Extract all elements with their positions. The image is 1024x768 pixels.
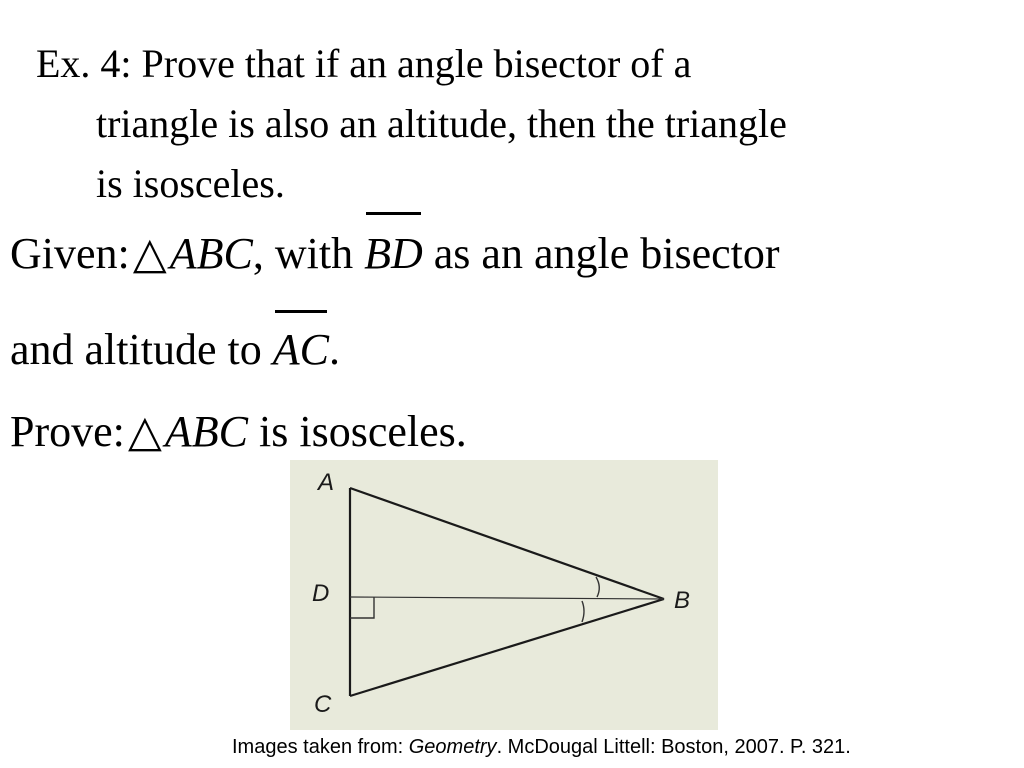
given-triangle: ABC (169, 229, 253, 278)
caption-rest: . McDougal Littell: Boston, 2007. P. 321. (496, 736, 851, 758)
prove-line (10, 407, 467, 456)
triangle-symbol: △ (132, 229, 167, 278)
caption-book-title: Geometry (408, 736, 497, 758)
segment-bd (364, 229, 423, 278)
segment-bd-label: BD (364, 229, 423, 278)
overline-bar (275, 310, 327, 313)
side-ab (350, 488, 664, 599)
vertex-label-a: A (318, 469, 335, 496)
vertex-label-c: C (314, 691, 332, 718)
vertex-label-b: B (674, 587, 691, 614)
triangle-diagram (290, 460, 718, 730)
example-line-2: triangle is also an altitude, then the triangle (96, 101, 787, 146)
image-credit-caption (232, 736, 851, 759)
right-angle-mark (350, 597, 374, 618)
example-line-1: Ex. 4: Prove that if an angle bisector of a (36, 41, 692, 86)
given-with-text: , with (252, 229, 354, 278)
triangle-symbol: △ (127, 407, 162, 456)
example-line-3: is isosceles. (96, 161, 285, 206)
caption-prefix: Images taken from: (232, 736, 409, 758)
given-line-2 (10, 325, 340, 374)
side-cb (350, 599, 664, 696)
segment-ac (272, 325, 329, 374)
given-period: . (328, 325, 340, 374)
triangle-figure (290, 460, 718, 730)
angle-mark-lower (582, 601, 584, 622)
overline-bar (366, 212, 421, 215)
prove-label: Prove: (10, 407, 125, 456)
angle-mark-upper (596, 577, 599, 597)
example-statement (36, 34, 996, 214)
segment-db (350, 597, 664, 599)
given-line2-prefix: and altitude to (10, 325, 262, 374)
prove-conclusion: is isosceles. (259, 407, 467, 456)
given-label: Given: (10, 229, 130, 278)
vertex-label-d: D (312, 580, 330, 607)
given-middle-text: as an angle bisector (433, 229, 780, 278)
segment-ac-label: AC (272, 325, 329, 374)
given-line-1 (10, 229, 780, 278)
prove-triangle: ABC (164, 407, 248, 456)
